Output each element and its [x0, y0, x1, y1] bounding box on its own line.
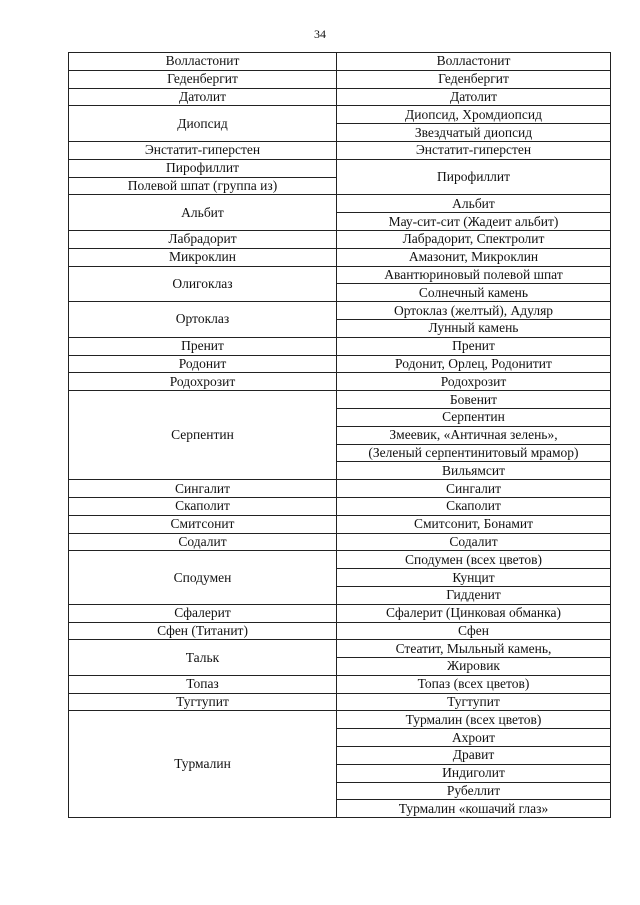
gem-name-cell: Содалит [337, 533, 611, 551]
gem-name-cell: Скаполит [337, 497, 611, 515]
gem-name-cell: Сфен [337, 622, 611, 640]
table-row [69, 515, 611, 533]
mineral-cell: Лабрадорит [69, 230, 337, 248]
gem-name-cell: Сподумен (всех цветов) [337, 551, 611, 569]
table-row [69, 337, 611, 355]
gem-name-cell: Гидденит [337, 586, 611, 604]
gem-name-cell: Стеатит, Мыльный камень, [337, 640, 611, 658]
gem-name-cell: Рубеллит [337, 782, 611, 800]
mineral-cell: Смитсонит [69, 515, 337, 533]
gem-name-cell: Турмалин (всех цветов) [337, 711, 611, 729]
table-row [69, 106, 611, 124]
mineral-cell: Полевой шпат (группа из) [69, 177, 337, 195]
table-row [69, 533, 611, 551]
mineral-cell: Датолит [69, 88, 337, 106]
mineral-cell: Пренит [69, 337, 337, 355]
mineral-cell: Пирофиллит [69, 159, 337, 177]
gem-name-cell: Дравит [337, 747, 611, 765]
mineral-cell: Родохрозит [69, 373, 337, 391]
minerals-table [68, 52, 611, 818]
gem-name-cell: Жировик [337, 658, 611, 676]
gem-name-cell: Бовенит [337, 391, 611, 409]
gem-name-cell: Родонит, Орлец, Родонитит [337, 355, 611, 373]
mineral-cell: Серпентин [69, 391, 337, 480]
table-row [69, 230, 611, 248]
table-row [69, 141, 611, 159]
table-row [69, 711, 611, 729]
gem-name-cell: Турмалин «кошачий глаз» [337, 800, 611, 818]
gem-name-cell: Звездчатый диопсид [337, 124, 611, 142]
mineral-cell: Родонит [69, 355, 337, 373]
table-row [69, 53, 611, 71]
mineral-cell: Топаз [69, 675, 337, 693]
mineral-cell: Тальк [69, 640, 337, 676]
gem-name-cell: Сфалерит (Цинковая обманка) [337, 604, 611, 622]
mineral-cell: Микроклин [69, 248, 337, 266]
mineral-cell: Диопсид [69, 106, 337, 142]
minerals-table-body [69, 53, 611, 818]
gem-name-cell: Вильямсит [337, 462, 611, 480]
mineral-cell: Энстатит-гиперстен [69, 141, 337, 159]
mineral-cell: Сингалит [69, 480, 337, 498]
mineral-cell: Скаполит [69, 497, 337, 515]
mineral-cell: Сподумен [69, 551, 337, 604]
gem-name-cell: Пирофиллит [337, 159, 611, 195]
mineral-cell: Ортоклаз [69, 302, 337, 338]
mineral-cell: Олигоклаз [69, 266, 337, 302]
gem-name-cell: Лабрадорит, Спектролит [337, 230, 611, 248]
mineral-cell: Альбит [69, 195, 337, 231]
table-row [69, 640, 611, 658]
gem-name-cell: Тугтупит [337, 693, 611, 711]
gem-name-cell: Пренит [337, 337, 611, 355]
mineral-cell: Турмалин [69, 711, 337, 818]
table-row [69, 355, 611, 373]
gem-name-cell: Мау-сит-сит (Жадеит альбит) [337, 213, 611, 231]
gem-name-cell: Диопсид, Хромдиопсид [337, 106, 611, 124]
gem-name-cell: Геденбергит [337, 70, 611, 88]
gem-name-cell: Волластонит [337, 53, 611, 71]
table-row [69, 373, 611, 391]
gem-name-cell: Змеевик, «Античная зелень», [337, 426, 611, 444]
gem-name-cell: Ортоклаз (желтый), Адуляр [337, 302, 611, 320]
table-row [69, 391, 611, 409]
gem-name-cell: Датолит [337, 88, 611, 106]
gem-name-cell: Ахроит [337, 729, 611, 747]
table-row [69, 675, 611, 693]
gem-name-cell: Родохрозит [337, 373, 611, 391]
gem-name-cell: (Зеленый серпентинитовый мрамор) [337, 444, 611, 462]
mineral-cell: Содалит [69, 533, 337, 551]
table-row [69, 248, 611, 266]
table-row [69, 302, 611, 320]
gem-name-cell: Серпентин [337, 408, 611, 426]
table-row [69, 551, 611, 569]
table-row [69, 159, 611, 177]
gem-name-cell: Солнечный камень [337, 284, 611, 302]
page-number: 34 [314, 27, 326, 41]
gem-name-cell: Индиголит [337, 764, 611, 782]
gem-name-cell: Топаз (всех цветов) [337, 675, 611, 693]
table-row [69, 693, 611, 711]
gem-name-cell: Амазонит, Микроклин [337, 248, 611, 266]
gem-name-cell: Смитсонит, Бонамит [337, 515, 611, 533]
mineral-cell: Сфен (Титанит) [69, 622, 337, 640]
table-row [69, 497, 611, 515]
mineral-cell: Геденбергит [69, 70, 337, 88]
table-row [69, 88, 611, 106]
table-row [69, 622, 611, 640]
table-row [69, 266, 611, 284]
mineral-cell: Тугтупит [69, 693, 337, 711]
mineral-cell: Сфалерит [69, 604, 337, 622]
table-row [69, 70, 611, 88]
mineral-cell: Волластонит [69, 53, 337, 71]
table-row [69, 604, 611, 622]
gem-name-cell: Альбит [337, 195, 611, 213]
gem-name-cell: Сингалит [337, 480, 611, 498]
gem-name-cell: Лунный камень [337, 319, 611, 337]
gem-name-cell: Энстатит-гиперстен [337, 141, 611, 159]
table-row [69, 480, 611, 498]
gem-name-cell: Кунцит [337, 569, 611, 587]
table-row [69, 195, 611, 213]
gem-name-cell: Авантюриновый полевой шпат [337, 266, 611, 284]
